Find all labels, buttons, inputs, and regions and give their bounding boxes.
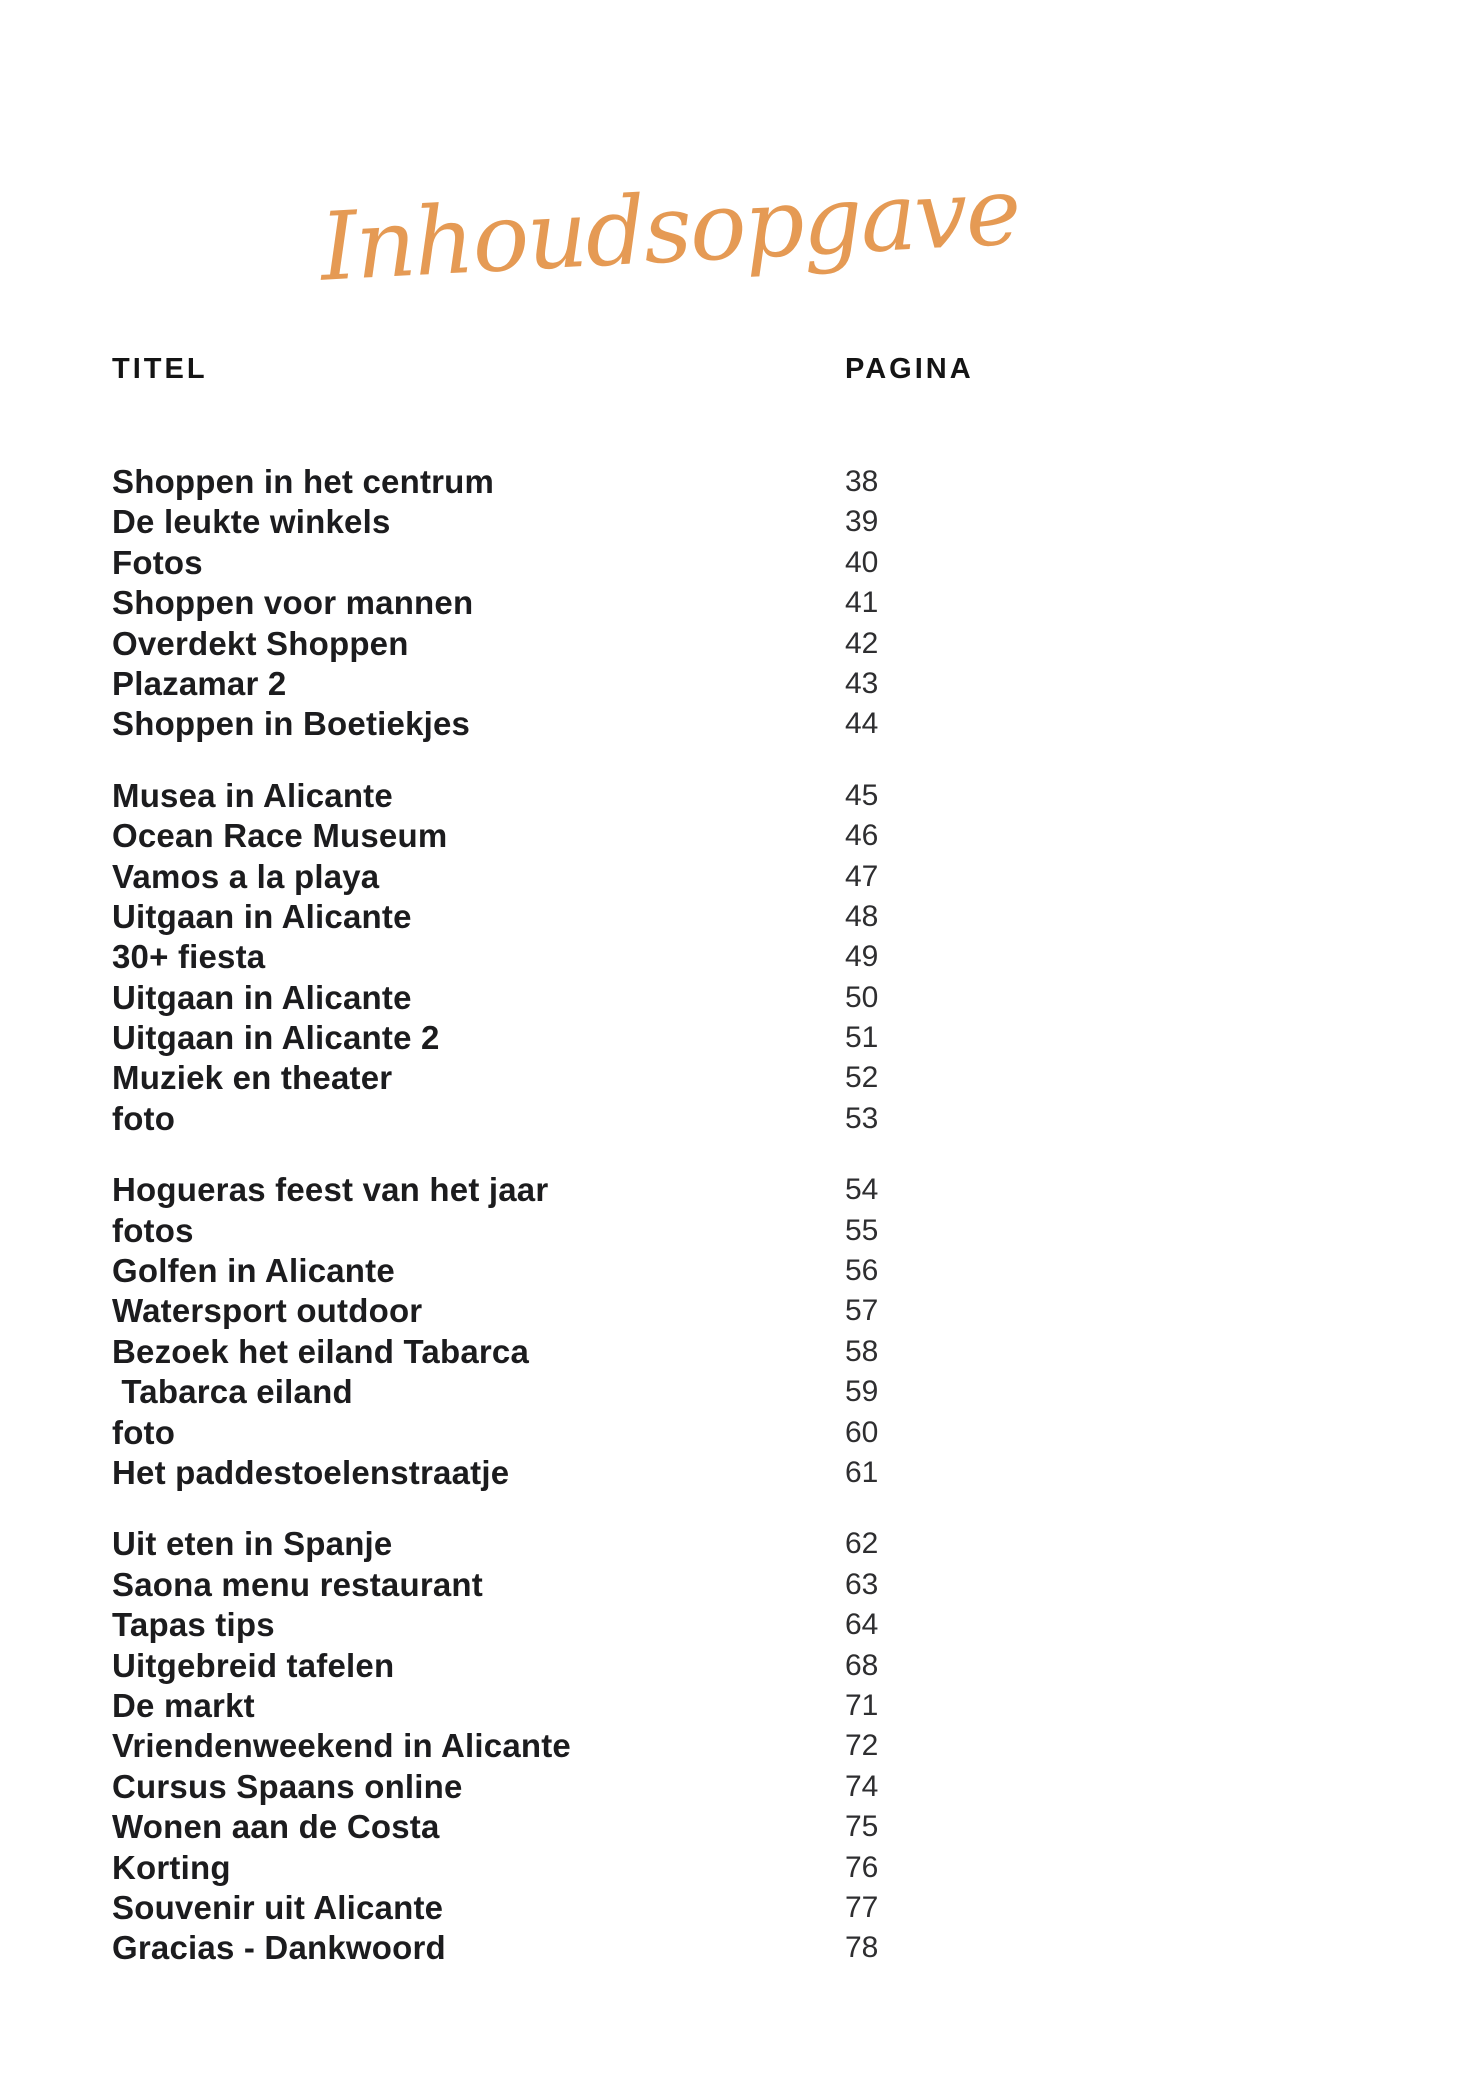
toc-item-title: Golfen in Alicante xyxy=(112,1252,395,1290)
toc-item-title: Het paddestoelenstraatje xyxy=(112,1453,510,1491)
toc-item-page: 50 xyxy=(845,980,879,1014)
toc-item-title: Musea in Alicante xyxy=(112,776,393,814)
toc-section xyxy=(112,776,1112,1140)
toc-row xyxy=(112,1767,1112,1807)
toc-row xyxy=(112,704,1112,744)
toc-row xyxy=(112,1524,1112,1564)
toc-item-page: 39 xyxy=(845,505,879,539)
toc-item-title: Tapas tips xyxy=(112,1606,275,1644)
toc-item-page: 48 xyxy=(845,899,879,933)
toc-item-page: 77 xyxy=(845,1890,879,1924)
toc-row xyxy=(112,1646,1112,1686)
toc-item-title: Fotos xyxy=(112,543,203,581)
toc-item-page: 45 xyxy=(845,778,879,812)
page-title: Inhoudsopgave xyxy=(317,157,1022,303)
toc-item-page: 52 xyxy=(845,1061,879,1095)
toc-item-title: Wonen aan de Costa xyxy=(112,1808,440,1846)
toc-row xyxy=(112,1332,1112,1372)
toc-item-page: 64 xyxy=(845,1608,879,1642)
toc-item-title: Shoppen in Boetiekjes xyxy=(112,705,471,743)
toc-item-title: Bezoek het eiland Tabarca xyxy=(112,1332,530,1370)
toc-item-page: 42 xyxy=(845,626,879,660)
toc-item-title: Gracias - Dankwoord xyxy=(112,1929,446,1967)
toc-item-page: 78 xyxy=(845,1931,879,1965)
toc-item-page: 57 xyxy=(845,1294,879,1328)
toc-row xyxy=(112,583,1112,623)
toc-section xyxy=(112,462,1112,745)
toc-item-title: Uit eten in Spanje xyxy=(112,1525,393,1563)
toc-row xyxy=(112,543,1112,583)
toc-item-title: De markt xyxy=(112,1686,255,1724)
toc-item-title: foto xyxy=(112,1099,176,1137)
toc-item-title: Uitgaan in Alicante xyxy=(112,897,412,935)
toc-item-page: 71 xyxy=(845,1688,879,1722)
toc-row xyxy=(112,502,1112,542)
toc-item-page: 61 xyxy=(845,1455,879,1489)
toc-item-page: 68 xyxy=(845,1648,879,1682)
toc-item-title: Cursus Spaans online xyxy=(112,1767,463,1805)
toc-item-page: 40 xyxy=(845,545,879,579)
toc-row xyxy=(112,1291,1112,1331)
toc-item-title: Uitgaan in Alicante xyxy=(112,978,412,1016)
toc-section xyxy=(112,1170,1112,1493)
toc-row xyxy=(112,1848,1112,1888)
toc-row xyxy=(112,897,1112,937)
toc-item-page: 74 xyxy=(845,1769,879,1803)
toc-item-title: Plazamar 2 xyxy=(112,664,287,702)
toc-item-page: 76 xyxy=(845,1850,879,1884)
toc-row xyxy=(112,776,1112,816)
toc-row xyxy=(112,1807,1112,1847)
toc-item-page: 60 xyxy=(845,1415,879,1449)
toc-item-title: Uitgebreid tafelen xyxy=(112,1646,395,1684)
toc-item-page: 75 xyxy=(845,1810,879,1844)
toc-item-page: 63 xyxy=(845,1567,879,1601)
toc-item-page: 47 xyxy=(845,859,879,893)
toc-row xyxy=(112,816,1112,856)
toc-item-title: foto xyxy=(112,1413,176,1451)
toc-row xyxy=(112,462,1112,502)
toc-row xyxy=(112,1251,1112,1291)
toc-row xyxy=(112,664,1112,704)
column-headers xyxy=(112,352,1112,386)
toc-row xyxy=(112,1453,1112,1493)
toc-row xyxy=(112,937,1112,977)
toc-item-title: Uitgaan in Alicante 2 xyxy=(112,1019,440,1057)
toc-row xyxy=(112,1888,1112,1928)
toc-row xyxy=(112,1686,1112,1726)
toc-item-title: Shoppen voor mannen xyxy=(112,584,474,622)
toc-item-page: 51 xyxy=(845,1021,879,1055)
toc-row xyxy=(112,1928,1112,1968)
toc-row xyxy=(112,857,1112,897)
toc-row xyxy=(112,1018,1112,1058)
toc-item-title: Korting xyxy=(112,1848,231,1886)
toc-item-page: 53 xyxy=(845,1101,879,1135)
toc-item-page: 43 xyxy=(845,666,879,700)
toc-item-title: fotos xyxy=(112,1211,194,1249)
toc-row xyxy=(112,1058,1112,1098)
toc-item-title: Watersport outdoor xyxy=(112,1292,423,1330)
toc-item-page: 44 xyxy=(845,707,879,741)
toc-item-page: 38 xyxy=(845,465,879,498)
toc-row xyxy=(112,1211,1112,1251)
toc-row xyxy=(112,1726,1112,1766)
toc-item-title: De leukte winkels xyxy=(112,503,391,541)
toc-item-title: Muziek en theater xyxy=(112,1059,393,1097)
toc-row xyxy=(112,978,1112,1018)
toc-item-page: 49 xyxy=(845,940,879,974)
toc-list xyxy=(112,462,1112,2000)
toc-item-page: 56 xyxy=(845,1254,879,1288)
toc-item-title: Overdekt Shoppen xyxy=(112,624,409,662)
toc-row xyxy=(112,1605,1112,1645)
toc-row xyxy=(112,1170,1112,1210)
toc-row xyxy=(112,624,1112,664)
toc-item-title: Hogueras feest van het jaar xyxy=(112,1171,549,1209)
toc-item-title: Shoppen in het centrum xyxy=(112,463,495,500)
column-header-titel: TITEL xyxy=(112,353,208,385)
toc-item-page: 46 xyxy=(845,819,879,853)
toc-item-title: Souvenir uit Alicante xyxy=(112,1888,444,1926)
toc-row xyxy=(112,1565,1112,1605)
column-header-pagina: PAGINA xyxy=(845,353,974,385)
toc-section xyxy=(112,1524,1112,1968)
toc-item-page: 54 xyxy=(845,1173,879,1207)
toc-item-page: 41 xyxy=(845,586,879,620)
toc-row xyxy=(112,1099,1112,1139)
toc-item-title: Ocean Race Museum xyxy=(112,817,448,855)
toc-item-page: 55 xyxy=(845,1213,879,1247)
toc-item-page: 58 xyxy=(845,1334,879,1368)
toc-item-title: Saona menu restaurant xyxy=(112,1565,483,1603)
toc-row xyxy=(112,1372,1112,1412)
toc-item-page: 59 xyxy=(845,1375,879,1409)
toc-row xyxy=(112,1413,1112,1453)
toc-item-title: 30+ fiesta xyxy=(112,938,266,976)
toc-item-page: 72 xyxy=(845,1729,879,1763)
toc-item-title: Vriendenweekend in Alicante xyxy=(112,1727,571,1765)
toc-item-title: Vamos a la playa xyxy=(112,857,380,895)
toc-item-page: 62 xyxy=(845,1527,879,1561)
toc-item-title: Tabarca eiland xyxy=(112,1373,353,1411)
